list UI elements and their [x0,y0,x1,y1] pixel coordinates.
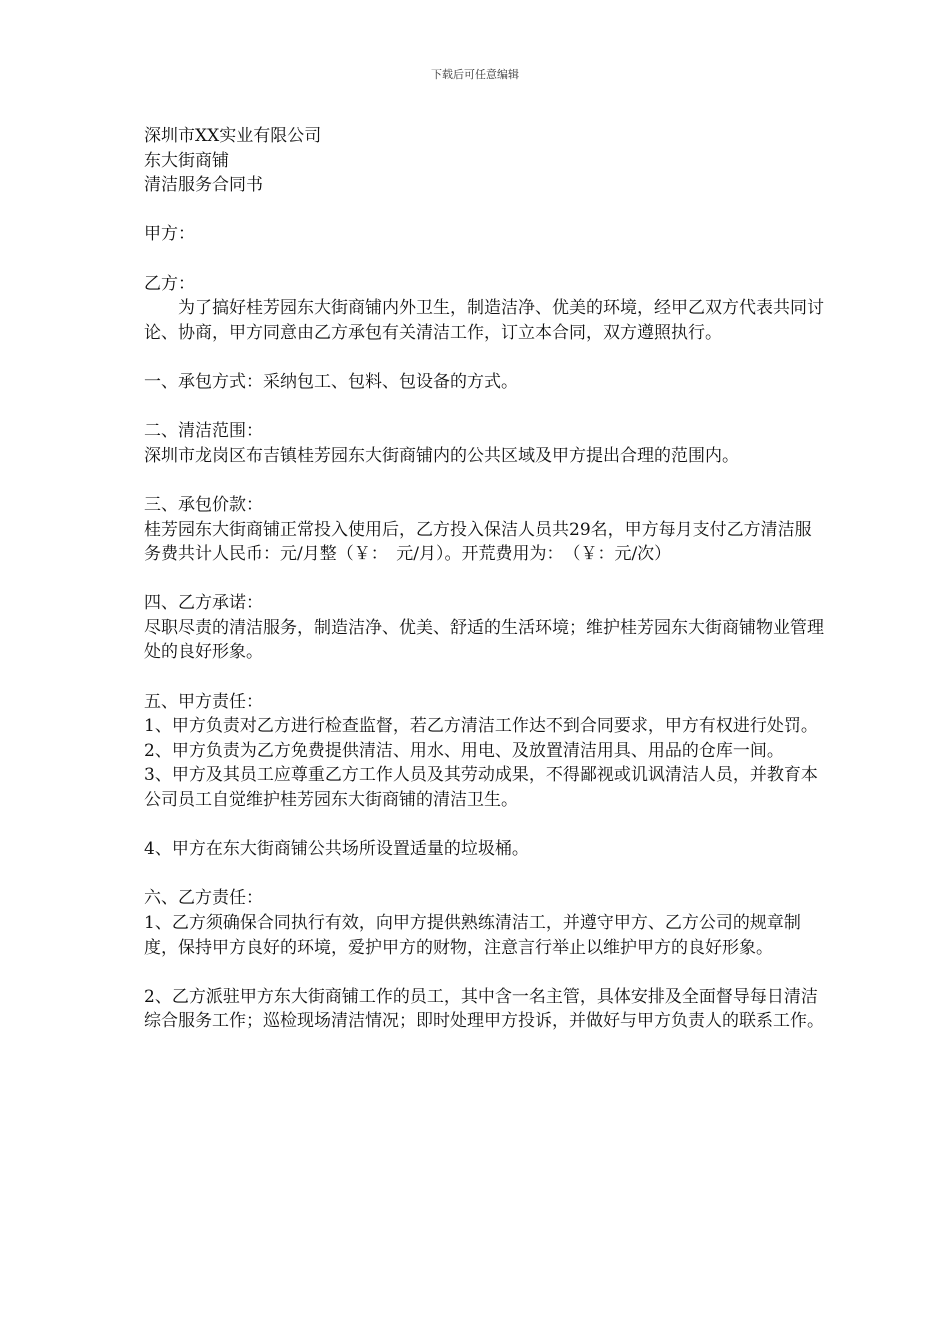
section-4-body: 尽职尽责的清洁服务，制造洁净、优美、舒适的生活环境；维护桂芳园东大街商铺物业管理处的良好形象。 [144,617,824,663]
section-3-heading: 三、承包价款： [144,494,263,515]
section-6-item-2: 2、乙方派驻甲方东大街商铺工作的员工，其中含一名主管，具体安排及全面督导每日清洁综合服务工作；巡检现场清洁情况；即时处理甲方投诉，并做好与甲方负责人的联系工作。 [144,986,824,1032]
party-b-label: 乙方： [144,273,195,294]
shop-name: 东大街商铺 [144,150,229,171]
section-5-heading: 五、甲方责任： [144,691,263,712]
section-3-body: 桂芳园东大街商铺正常投入使用后，乙方投入保洁人员共29名，甲方每月支付乙方清洁服务费共计人民币：元/月整（￥： 元/月）。开荒费用为： （￥：元/次） [144,519,812,565]
intro-paragraph: 为了搞好桂芳园东大街商铺内外卫生，制造洁净、优美的环境，经甲乙双方代表共同讨论、协商，甲方同意由乙方承包有关清洁工作，订立本合同，双方遵照执行。 [144,298,824,343]
section-6-item-1: 1、乙方须确保合同执行有效，向甲方提供熟练清洁工，并遵守甲方、乙方公司的规章制度，保持甲方良好的环境，爱护甲方的财物，注意言行举止以维护甲方的良好形象。 [144,913,801,958]
section-5-item-2: 2、甲方负责为乙方免费提供清洁、用水、用电、及放置清洁用具、用品的仓库一间。 [144,740,784,761]
section-1: 一、承包方式：采纳包工、包料、包设备的方式。 [144,371,518,392]
section-5-item-1: 1、甲方负责对乙方进行检查监督，若乙方清洁工作达不到合同要求，甲方有权进行处罚。 [144,716,818,737]
section-5-item-4: 4、甲方在东大街商铺公共场所设置适量的垃圾桶。 [144,839,529,860]
company-name: 深圳市XX实业有限公司 [144,126,322,146]
section-2-body: 深圳市龙岗区布吉镇桂芳园东大街商铺内的公共区域及甲方提出合理的范围内。 [144,445,739,466]
contract-document [144,124,824,1034]
section-6-heading: 六、乙方责任： [144,888,263,909]
party-a-label: 甲方： [144,224,195,245]
section-2-heading: 二、清洁范围： [144,421,263,442]
section-4-heading: 四、乙方承诺： [144,593,263,614]
document-title: 清洁服务合同书 [144,175,263,196]
header-note: 下载后可任意编辑 [431,68,519,81]
section-5-item-3: 3、甲方及其员工应尊重乙方工作人员及其劳动成果，不得鄙视或讥讽清洁人员，并教育本公司员工自觉维护桂芳园东大街商铺的清洁卫生。 [144,765,818,811]
